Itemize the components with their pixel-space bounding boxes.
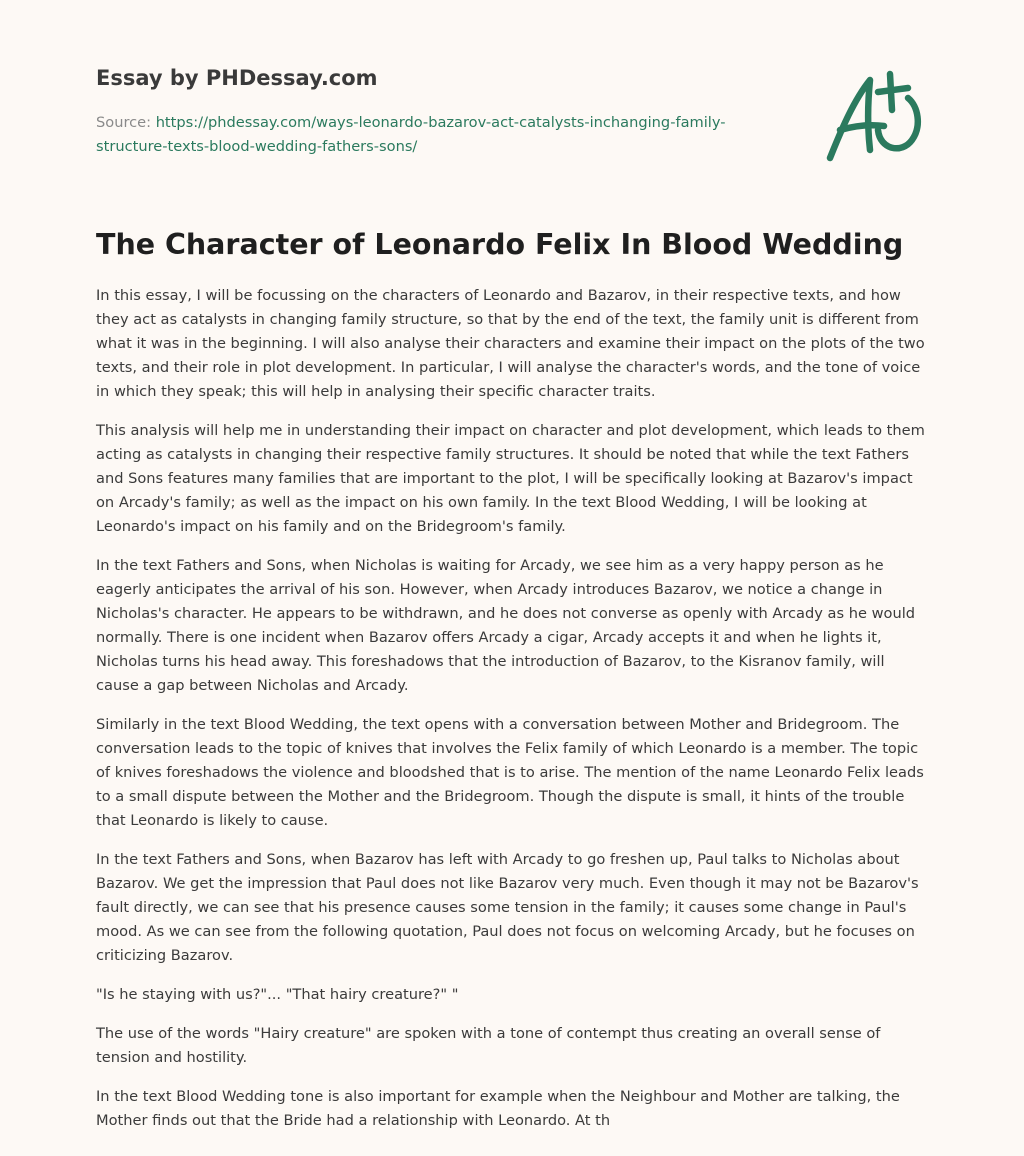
source-label: Source: <box>96 114 152 131</box>
essay-title: The Character of Leonardo Felix In Blood Wedding <box>96 228 904 261</box>
essay-paragraph: In the text Fathers and Sons, when Bazarov has left with Arcady to go freshen up, Paul talks to Nicholas about Bazarov. We get the impression that Paul does not like Bazarov very much. Even though it may not be Bazarov's fault directly, we can see that his presence causes some tension in the family; it causes some change in Paul's mood. As we can see from the following quotation, Paul does not focus on welcoming Arcady, but he focuses on criticizing Bazarov. <box>96 851 919 964</box>
essay-paragraph: The use of the words "Hairy creature" are spoken with a tone of contempt thus creating an overall sense of tension and hostility. <box>96 1025 881 1066</box>
source-line <box>96 111 776 159</box>
essay-body <box>96 284 930 1148</box>
a-plus-grade-icon <box>818 66 930 166</box>
essay-quote: "Is he staying with us?"... "That hairy creature?" " <box>96 986 459 1003</box>
essay-paragraph: In this essay, I will be focussing on the characters of Leonardo and Bazarov, in their respective texts, and how they act as catalysts in changing family structure, so that by the end of the text, the family unit is different from what it was in the beginning. I will also analyse their characters and examine their impact on the plots of the two texts, and their role in plot development. In particular, I will analyse the character's words, and the tone of voice in which they speak; this will help in analysing their specific character traits. <box>96 287 925 400</box>
essay-paragraph: In the text Fathers and Sons, when Nicholas is waiting for Arcady, we see him as a very happy person as he eagerly anticipates the arrival of his son. However, when Arcady introduces Bazarov, we notice a change in Nicholas's character. He appears to be withdrawn, and he does not converse as openly with Arcady as he would normally. There is one incident when Bazarov offers Arcady a cigar, Arcady accepts it and when he lights it, Nicholas turns his head away. This foreshadows that the introduction of Bazarov, to the Kisranov family, will cause a gap between Nicholas and Arcady. <box>96 557 916 694</box>
essay-paragraph: Similarly in the text Blood Wedding, the text opens with a conversation between Mother and Bridegroom. The conversation leads to the topic of knives that involves the Felix family of which Leonardo is a member. The topic of knives foreshadows the violence and bloodshed that is to arise. The mention of the name Leonardo Felix leads to a small dispute between the Mother and the Bridegroom. Though the dispute is small, it hints of the trouble that Leonardo is likely to cause. <box>96 716 924 829</box>
source-link[interactable]: https://phdessay.com/ways-leonardo-bazarov-act-catalysts-inchanging-family-structure-texts-blood-wedding-fathers-sons/ <box>96 114 726 155</box>
site-brand: Essay by PHDessay.com <box>96 66 378 90</box>
essay-paragraph: In the text Blood Wedding tone is also important for example when the Neighbour and Mother are talking, the Mother finds out that the Bride had a relationship with Leonardo. At th <box>96 1088 900 1129</box>
essay-paragraph: This analysis will help me in understanding their impact on character and plot development, which leads to them acting as catalysts in changing their respective family structures. It should be noted that while the text Fathers and Sons features many families that are important to the plot, I will be specifically looking at Bazarov's impact on Arcady's family; as well as the impact on his own family. In the text Blood Wedding, I will be looking at Leonardo's impact on his family and on the Bridegroom's family. <box>96 422 925 535</box>
